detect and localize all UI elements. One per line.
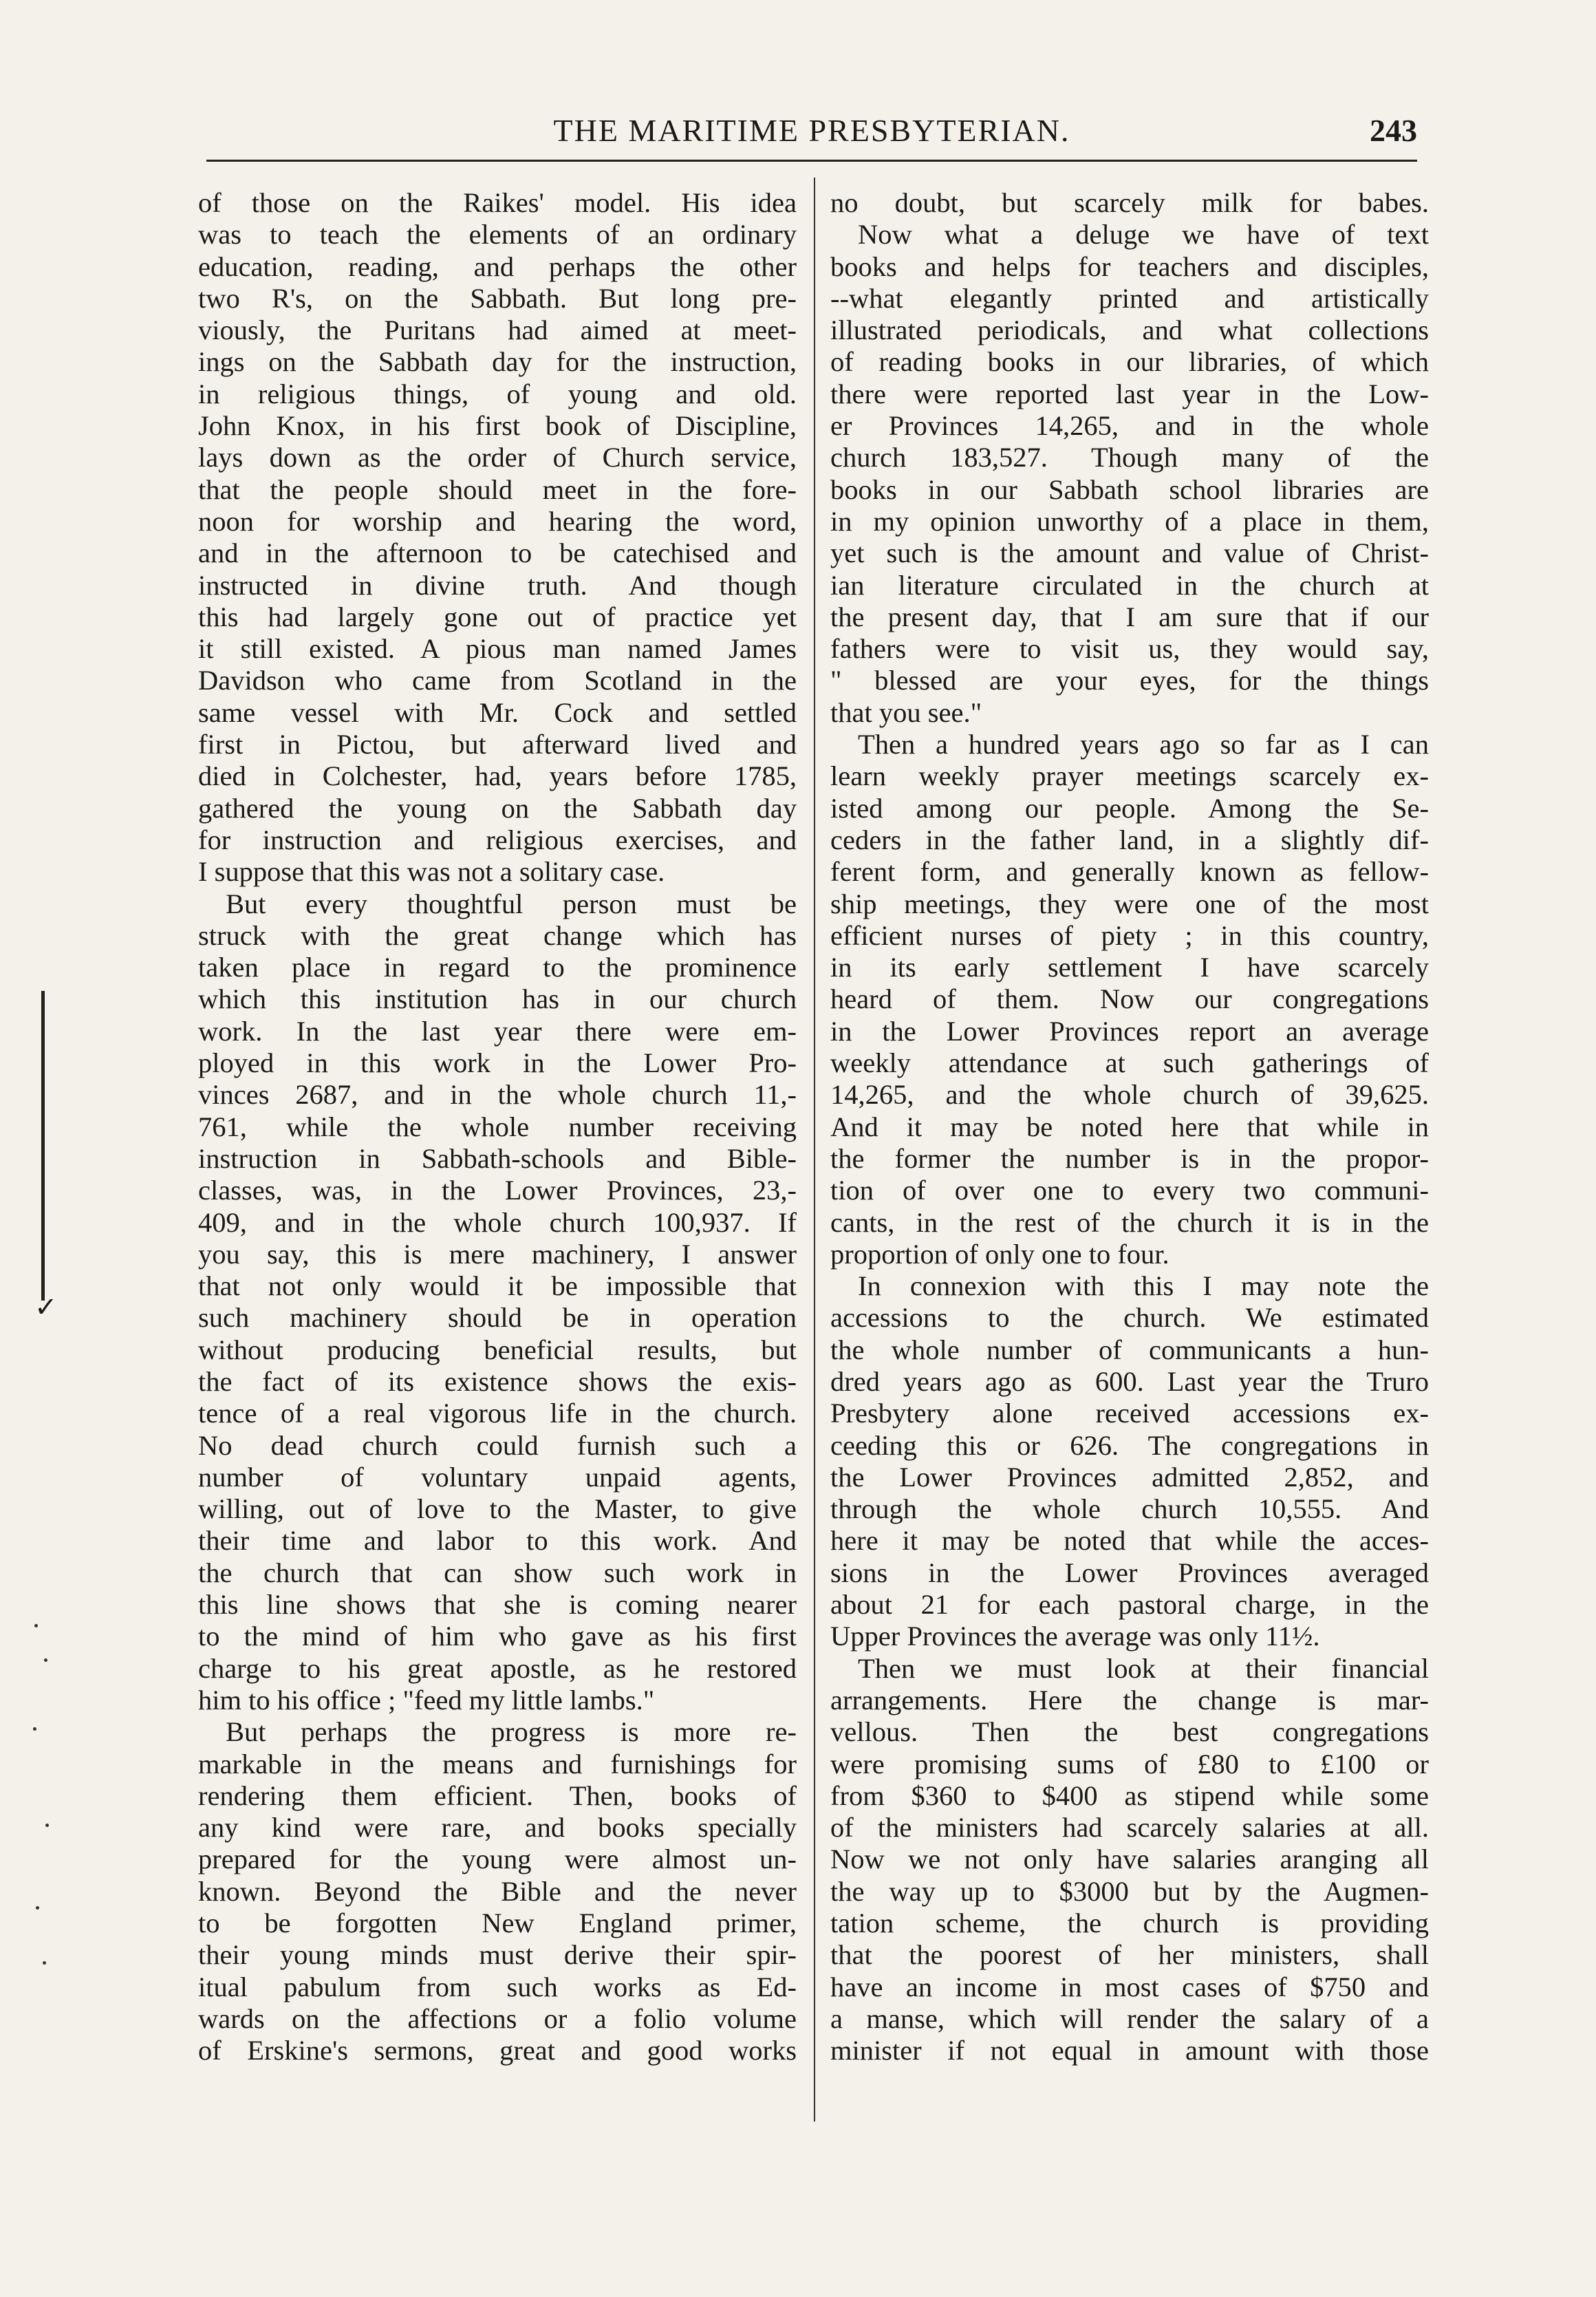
text-line: learn weekly prayer meetings scarcely ex- [830,760,1429,792]
text-line: any kind were rare, and books specially [198,1812,797,1844]
left-column [198,187,797,2067]
text-line: were promising sums of £80 to £100 or [830,1748,1429,1780]
speck-mark [34,1624,38,1627]
text-line: of Erskine's sermons, great and good works [198,2035,797,2066]
text-line: number of voluntary unpaid agents, [198,1461,797,1493]
header-rule [206,160,1417,162]
text-line: books in our Sabbath school libraries are [830,473,1429,505]
speck-mark [44,1658,47,1662]
text-line: in religious things, of young and old. [198,378,797,409]
text-line: instructed in divine truth. And though [198,569,797,601]
text-line: this line shows that she is coming nearer [198,1589,797,1621]
speck-mark [33,1727,36,1731]
text-line: the former the number is in the propor- [830,1142,1429,1174]
text-line: fathers were to visit us, they would say, [830,633,1429,665]
text-line: to the mind of him who gave as his first [198,1621,797,1652]
text-line: In connexion with this I may note the [858,1270,1429,1302]
text-line: lays down as the order of Church service, [198,442,797,473]
text-line: Presbytery alone received accessions ex- [830,1398,1429,1429]
speck-mark [43,1961,46,1965]
text-line: 14,265, and the whole church of 39,625. [830,1079,1429,1111]
text-line: tation scheme, the church is providing [830,1908,1429,1939]
text-line: minister if not equal in amount with those [830,2035,1429,2066]
text-line: tence of a real vigorous life in the church. [198,1398,797,1429]
text-line: it still existed. A pious man named James [198,633,797,665]
text-line: the whole number of communicants a hun- [830,1334,1429,1365]
text-line: a manse, which will render the salary of a [830,2002,1429,2034]
text-line: markable in the means and furnishings for [198,1748,797,1780]
text-line: in my opinion unworthy of a place in them, [830,505,1429,537]
text-line: through the whole church 10,555. And [830,1493,1429,1525]
text-line: in its early settlement I have scarcely [830,952,1429,983]
text-line: ings on the Sabbath day for the instruction, [198,346,797,378]
margin-specks [28,1617,55,1975]
text-line: ferent form, and generally known as fellow- [830,856,1429,888]
text-line: of reading books in our libraries, of which [830,346,1429,378]
text-line: books and helps for teachers and disciples, [830,250,1429,282]
text-line: that you see." [830,696,982,728]
text-line: vinces 2687, and in the whole church 11,- [198,1079,797,1111]
text-line: you say, this is mere machinery, I answer [198,1238,797,1270]
text-line: arrangements. Here the change is mar- [830,1684,1429,1716]
text-line: their time and labor to this work. And [198,1525,797,1557]
text-line: taken place in regard to the prominence [198,952,797,983]
text-line: died in Colchester, had, years before 1785, [198,760,797,792]
text-line: the church that can show such work in [198,1557,797,1588]
text-line: Then a hundred years ago so far as I can [858,729,1429,760]
text-line: instruction in Sabbath-schools and Bible- [198,1142,797,1174]
text-line: to be forgotten New England primer, [198,1908,797,1939]
text-line: Now what a deluge we have of text [858,219,1429,250]
text-line: Davidson who came from Scotland in the [198,665,797,696]
text-line: John Knox, in his first book of Discipline, [198,410,797,442]
text-line: was to teach the elements of an ordinary [198,219,797,250]
text-line: accessions to the church. We estimated [830,1302,1429,1334]
text-line: gathered the young on the Sabbath day [198,792,797,824]
text-line: No dead church could furnish such a [198,1429,797,1461]
text-line: prepared for the young were almost un- [198,1844,797,1875]
text-line: 761, while the whole number receiving [198,1111,797,1142]
text-line: which this institution has in our church [198,983,797,1015]
column-rule [814,178,815,2122]
text-line: such machinery should be in operation [198,1302,797,1334]
text-line: yet such is the amount and value of Christ- [830,537,1429,569]
text-line: sions in the Lower Provinces averaged [830,1557,1429,1588]
text-line: work. In the last year there were em- [198,1015,797,1047]
text-line: him to his office ; "feed my little lambs." [198,1684,655,1716]
text-line: ian literature circulated in the church at [830,569,1429,601]
text-line: there were reported last year in the Low- [830,378,1429,409]
text-line: the way up to $3000 but by the Augmen- [830,1875,1429,1907]
text-line: here it may be noted that while the acces- [830,1525,1429,1557]
text-line: willing, out of love to the Master, to give [198,1493,797,1525]
text-line: But every thoughtful person must be [226,888,797,919]
text-line: that not only would it be impossible that [198,1270,797,1302]
text-line: this had largely gone out of practice yet [198,601,797,632]
text-line: and in the afternoon to be catechised and [198,537,797,569]
text-line: classes, was, in the Lower Provinces, 23,- [198,1175,797,1206]
text-line: dred years ago as 600. Last year the Truro [830,1365,1429,1397]
text-line: that the people should meet in the fore- [198,473,797,505]
text-line: But perhaps the progress is more re- [226,1716,797,1748]
text-line: tion of over one to every two communi- [830,1175,1429,1206]
text-line: efficient nurses of piety ; in this country, [830,919,1429,951]
text-line: Upper Provinces the average was only 11½. [830,1621,1320,1652]
text-line: the present day, that I am sure that if our [830,601,1429,632]
right-column [830,187,1429,2067]
text-line: of the ministers had scarcely salaries at all. [830,1812,1429,1844]
text-line: for instruction and religious exercises, and [198,824,797,855]
text-line: first in Pictou, but afterward lived and [198,729,797,760]
text-line: weekly attendance at such gatherings of [830,1047,1429,1079]
text-line: And it may be noted here that while in [830,1111,1429,1142]
text-line: vellous. Then the best congregations [830,1716,1429,1748]
text-line: the fact of its existence shows the exis- [198,1365,797,1397]
text-line: of those on the Raikes' model. His idea [198,187,797,218]
text-line: have an income in most cases of $750 and [830,1971,1429,2002]
speck-mark [45,1824,49,1827]
text-line: struck with the great change which has [198,919,797,951]
text-line: itual pabulum from such works as Ed- [198,1971,797,2002]
text-line: education, reading, and perhaps the other [198,250,797,282]
text-line: same vessel with Mr. Cock and settled [198,696,797,728]
text-line: isted among our people. Among the Se- [830,792,1429,824]
text-line: noon for worship and hearing the word, [198,505,797,537]
text-line: known. Beyond the Bible and the never [198,1875,797,1907]
text-line: church 183,527. Though many of the [830,442,1429,473]
text-line: charge to his great apostle, as he restored [198,1652,797,1684]
text-line: the Lower Provinces admitted 2,852, and [830,1461,1429,1493]
text-line: ployed in this work in the Lower Pro- [198,1047,797,1079]
text-line: rendering them efficient. Then, books of [198,1780,797,1811]
page-number: 243 [1370,113,1417,148]
margin-tick-icon: ✓ [34,1292,58,1323]
text-line: ceders in the father land, in a slightly dif- [830,824,1429,855]
text-line: I suppose that this was not a solitary case. [198,856,665,888]
text-line: " blessed are your eyes, for the things [830,665,1429,696]
text-line: wards on the affections or a folio volume [198,2002,797,2034]
text-line: proportion of only one to four. [830,1238,1169,1270]
text-line: about 21 for each pastoral charge, in the [830,1589,1429,1621]
text-line: from $360 to $400 as stipend while some [830,1780,1429,1811]
text-line: without producing beneficial results, but [198,1334,797,1365]
text-line: ship meetings, they were one of the most [830,888,1429,919]
text-line: illustrated periodicals, and what collections [830,314,1429,346]
text-line: cants, in the rest of the church it is in the [830,1206,1429,1238]
text-line: in the Lower Provinces report an average [830,1015,1429,1047]
text-line: --what elegantly printed and artistically [830,282,1429,314]
text-line: viously, the Puritans had aimed at meet- [198,314,797,346]
margin-bar-mark [41,991,45,1301]
text-line: that the poorest of her ministers, shall [830,1939,1429,1971]
text-line: 409, and in the whole church 100,937. If [198,1206,797,1238]
text-line: ceeding this or 626. The congregations in [830,1429,1429,1461]
speck-mark [36,1906,39,1910]
text-line: two R's, on the Sabbath. But long pre- [198,282,797,314]
text-line: er Provinces 14,265, and in the whole [830,410,1429,442]
running-title: THE MARITIME PRESBYTERIAN. [553,113,1070,148]
text-line: their young minds must derive their spir- [198,1939,797,1971]
text-line: no doubt, but scarcely milk for babes. [830,187,1429,218]
text-line: heard of them. Now our congregations [830,983,1429,1015]
text-line: Then we must look at their financial [858,1652,1429,1684]
text-line: Now we not only have salaries aranging all [830,1844,1429,1875]
